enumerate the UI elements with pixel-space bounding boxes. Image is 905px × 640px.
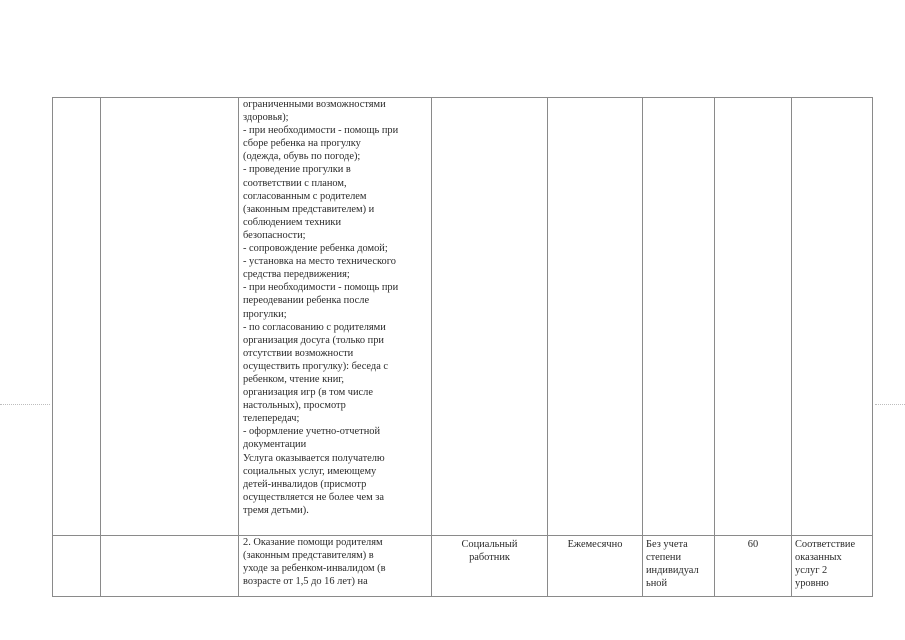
compliance-cell: [792, 98, 873, 536]
compliance-line: уровню: [795, 578, 829, 590]
description-line: - оформление учетно-отчетной: [243, 426, 381, 438]
description-line: документации: [243, 439, 307, 451]
description-line: отсутствии возможности: [243, 347, 354, 359]
description-line: телепередач;: [243, 413, 300, 425]
description-line: переодевании ребенка после: [243, 295, 370, 307]
description-line: - по согласованию с родителями: [243, 321, 386, 333]
description-line: согласованным с родителем: [243, 190, 367, 202]
description-line: (законным представителям) в: [243, 550, 374, 562]
scan-artifact-line-right: [875, 404, 905, 406]
value-cell: [715, 98, 792, 536]
performer-line: Социальный: [461, 539, 518, 550]
description-line: - при необходимости - помощь при: [243, 125, 399, 137]
number-cell: [53, 536, 101, 597]
description-line: ограниченными возможностями: [243, 99, 386, 110]
description-line: ребенком, чтение книг,: [243, 373, 344, 385]
condition-cell: [643, 98, 715, 536]
description-line: прогулки;: [243, 308, 287, 320]
description-line: соблюдением техники: [243, 216, 341, 228]
service-name-cell: [101, 98, 239, 536]
description-line: 2. Оказание помощи родителям: [243, 537, 383, 548]
description-line: возрасте от 1,5 до 16 лет) на: [243, 576, 368, 588]
scan-artifact-line-left: [0, 404, 50, 406]
compliance-line: оказанных: [795, 552, 842, 564]
description-line: средства передвижения;: [243, 269, 350, 281]
performer-cell: [432, 98, 548, 536]
compliance-cell: [792, 536, 873, 597]
description-line: тремя детьми).: [243, 504, 309, 516]
table-row: [53, 536, 873, 597]
description-line: соответствии с планом,: [243, 177, 347, 189]
description-line: уходе за ребенком-инвалидом (в: [243, 563, 386, 575]
description-line: - при необходимости - помощь при: [243, 282, 399, 294]
description-line: безопасности;: [243, 229, 306, 241]
frequency-cell: [548, 98, 643, 536]
table-row: [53, 98, 873, 536]
performer-line: работник: [469, 552, 510, 564]
description-line: осуществляется не более чем за: [243, 491, 384, 503]
service-description-cell: [239, 536, 432, 597]
description-line: (одежда, обувь по погоде);: [243, 151, 361, 163]
description-line: - сопровождение ребенка домой;: [243, 243, 388, 255]
services-table: [52, 97, 873, 597]
description-line: организация досуга (только при: [243, 334, 384, 346]
description-line: осуществить прогулку): беседа с: [243, 360, 389, 372]
description-line: настольных), просмотр: [243, 400, 346, 412]
condition-line: ьной: [646, 578, 668, 590]
description-line: социальных услуг, имеющему: [243, 465, 377, 477]
frequency-value: Ежемесячно: [567, 539, 623, 550]
compliance-line: услуг 2: [795, 565, 828, 577]
condition-cell: [643, 536, 715, 597]
condition-line: степени: [646, 552, 682, 564]
number-cell: [53, 98, 101, 536]
service-description-cell: [239, 98, 432, 536]
description-line: (законным представителем) и: [243, 203, 375, 215]
description-line: - установка на место технического: [243, 256, 396, 268]
description-line: организация игр (в том числе: [243, 387, 373, 399]
compliance-line: Соответствие: [795, 539, 856, 550]
value-number: 60: [747, 539, 759, 550]
frequency-cell: [548, 536, 643, 597]
condition-line: Без учета: [646, 539, 688, 550]
performer-cell: [432, 536, 548, 597]
description-line: - проведение прогулки в: [243, 164, 351, 176]
value-cell: [715, 536, 792, 597]
condition-line: индивидуал: [646, 565, 699, 577]
description-line: здоровья);: [243, 112, 289, 124]
description-line: Услуга оказывается получателю: [243, 452, 385, 464]
service-name-cell: [101, 536, 239, 597]
description-line: детей-инвалидов (присмотр: [243, 478, 367, 490]
description-line: сборе ребенка на прогулку: [243, 138, 361, 150]
